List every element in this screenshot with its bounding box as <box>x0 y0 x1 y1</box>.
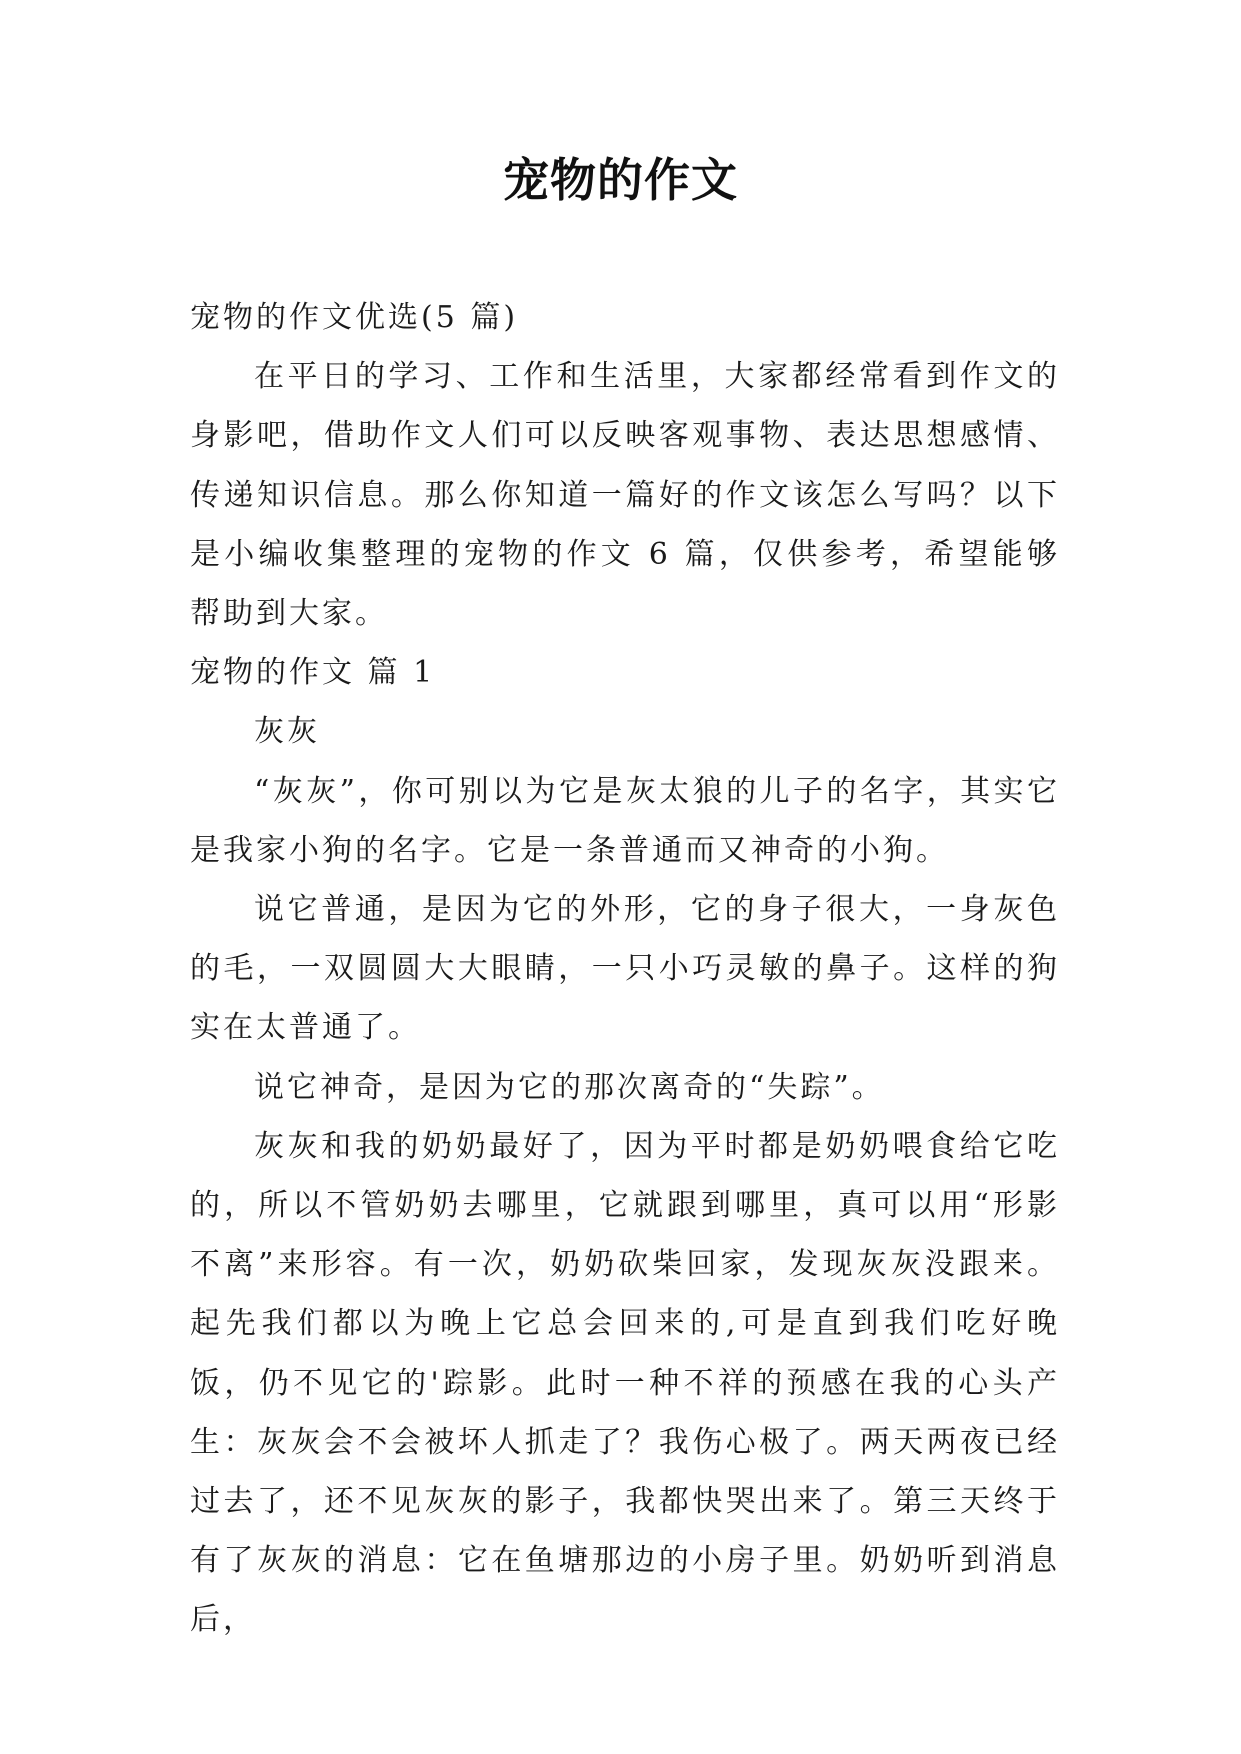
intro-paragraph: 在平日的学习、工作和生活里，大家都经常看到作文的身影吧，借助作文人们可以反映客观事物、表达思想感情、传递知识信息。那么你知道一篇好的作文该怎么写吗？以下是小编收集整理的宠物的作文 6 篇，仅供参考，希望能够帮助到大家。 <box>190 359 1060 632</box>
body-paragraph: 说它普通，是因为它的外形，它的身子很大，一身灰色的毛，一双圆圆大大眼睛，一只小巧灵敏的鼻子。这样的狗实在太普通了。 <box>190 892 1060 1046</box>
body-paragraph: 灰灰和我的奶奶最好了，因为平时都是奶奶喂食给它吃的，所以不管奶奶去哪里，它就跟到哪里，真可以用“形影不离”来形容。有一次，奶奶砍柴回家，发现灰灰没跟来。起先我们都以为晚上它总会回来的,可是直到我们吃好晚饭，仍不见它的'踪影。此时一种不祥的预感在我的心头产生：灰灰会不会被坏人抓走了？我伤心极了。两天两夜已经过去了，还不见灰灰的影子，我都快哭出来了。第三天终于有了灰灰的消息：它在鱼塘那边的小房子里。奶奶听到消息后， <box>190 1128 1060 1638</box>
document-subtitle: 宠物的作文优选(5 篇) <box>190 300 519 335</box>
body-paragraph: 说它神奇，是因为它的那次离奇的“失踪”。 <box>254 1069 885 1105</box>
section-heading: 宠物的作文 篇 1 <box>190 655 436 691</box>
document-title: 宠物的作文 <box>503 153 738 207</box>
essay-title: 灰灰 <box>254 714 320 750</box>
body-paragraph: “灰灰”，你可别以为它是灰太狼的儿子的名字，其实它是我家小狗的名字。它是一条普通而又神奇的小狗。 <box>190 773 1060 868</box>
document-body <box>190 288 1060 1650</box>
